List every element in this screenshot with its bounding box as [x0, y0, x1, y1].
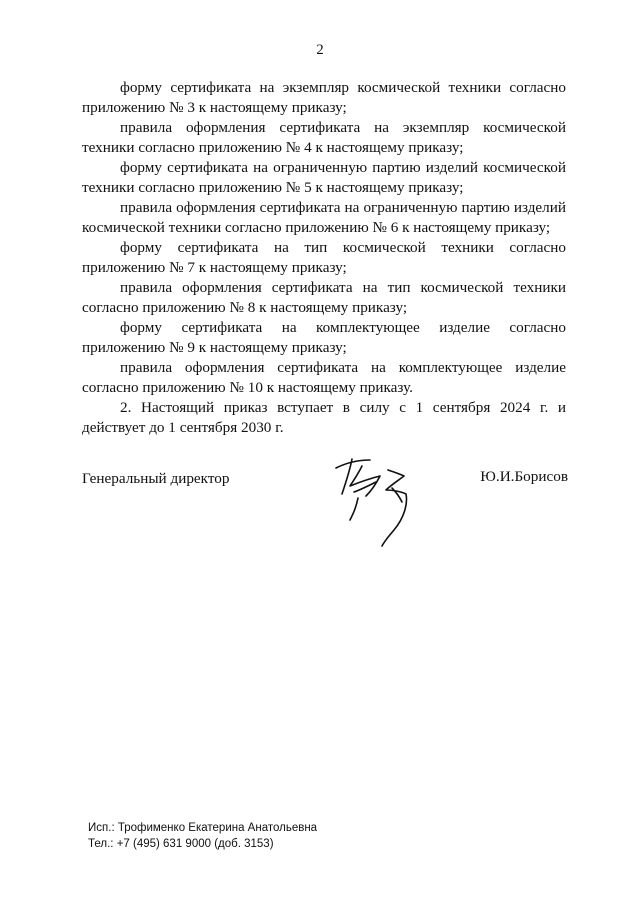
- paragraph-item-4: правила оформления сертификата на ограниченную партию изделий космической техники согласно приложению № 6 к настоящему приказу;: [82, 199, 566, 236]
- document-body: [82, 78, 566, 438]
- effective-date-paragraph: 2. Настоящий приказ вступает в силу с 1 сентября 2024 г. и действует до 1 сентября 2030 г.: [82, 399, 566, 436]
- page-number: 2: [316, 42, 324, 58]
- handwritten-signature: [332, 452, 442, 547]
- executor-name-line: Исп.: Трофименко Екатерина Анатольевна: [88, 822, 318, 834]
- paragraph-item-6: правила оформления сертификата на тип космической техники согласно приложению № 8 к настоящему приказу;: [82, 279, 566, 316]
- paragraph-item-3: форму сертификата на ограниченную партию изделий космической техники согласно приложению № 5 к настоящему приказу;: [82, 159, 566, 196]
- paragraph-item-8: правила оформления сертификата на комплектующее изделие согласно приложению № 10 к настоящему приказу.: [82, 359, 566, 396]
- paragraph-item-2: правила оформления сертификата на экземпляр космической техники согласно приложению № 4 к настоящему приказу;: [82, 119, 566, 156]
- signature-block: [82, 470, 568, 560]
- signatory-name: Ю.И.Борисов: [480, 468, 568, 485]
- executor-phone-line: Тел.: +7 (495) 631 9000 (доб. 3153): [88, 838, 274, 850]
- paragraph-item-1: форму сертификата на экземпляр космической техники согласно приложению № 3 к настоящему приказу;: [82, 79, 566, 116]
- signatory-title: Генеральный директор: [82, 470, 230, 487]
- executor-info: [88, 820, 317, 852]
- paragraph-item-5: форму сертификата на тип космической техники согласно приложению № 7 к настоящему приказу;: [82, 239, 566, 276]
- paragraph-item-7: форму сертификата на комплектующее изделие согласно приложению № 9 к настоящему приказу;: [82, 319, 566, 356]
